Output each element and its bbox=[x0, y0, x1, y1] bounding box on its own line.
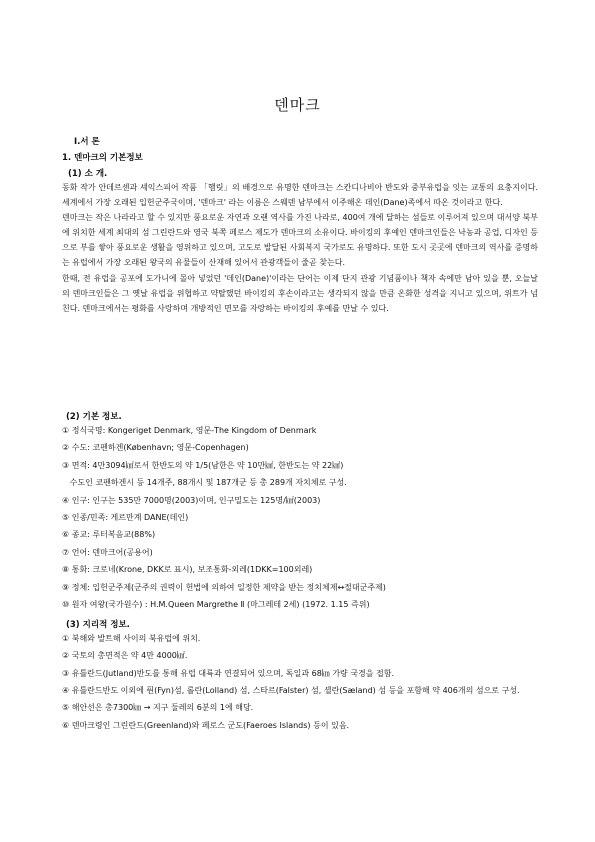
geographic-info-list bbox=[62, 630, 542, 734]
list-item: ⑤ 해안선은 총7300㎞ → 지구 둘레의 6분의 1에 해당. bbox=[62, 703, 254, 713]
list-item: 수도인 코펜하겐시 등 14개주, 88개시 및 187개군 등 총 289개 자치체로 구성. bbox=[62, 478, 347, 488]
page-title: 덴마크 bbox=[274, 96, 321, 114]
intro-paragraph: 동화 작가 안데르센과 셰익스피어 작품 「햄릿」의 배경으로 유명한 덴마크는 스칸디나비아 반도와 중부유럽을 잇는 교통의 요충지이다. 세계에서 가장 오래된 입헌군주국이며, '덴마크' 라는 이름은 스웨덴 남부에서 이주해온 데인(Dane)족에서 따온 것이라고 한다. bbox=[62, 183, 538, 208]
list-item: ① 정식국명: Kongeriget Denmark, 영문-The Kingdom of Denmark bbox=[62, 426, 317, 435]
list-item: ① 북해와 발트해 사이의 북유럽에 위치. bbox=[62, 634, 201, 643]
list-item: ④ 인구: 인구는 535만 7000명(2003)이며, 인구밀도는 125명/㎢(2003) bbox=[62, 495, 321, 505]
section-heading-intro: Ⅰ.서 론 bbox=[74, 137, 100, 147]
heading-introduction: (1) 소 개. bbox=[68, 169, 108, 179]
subsection-heading-basic-info: 1. 덴마크의 기본정보 bbox=[62, 153, 143, 163]
intro-paragraph: 한때, 전 유럽을 공포에 도가니에 몰아 넣었던 '데인(Dane)'이라는 단어는 이제 단지 관광 기념품이나 책자 속에만 남아 있을 뿐, 오늘날의 덴마크인들은 그 옛날 유럽을 위협하고 약탈했던 바이킹의 후손이라고는 생각되지 않을 만큼 온화한 성격을 지니고 있으며, 위트가 넘친다. 덴마크에서는 평화를 사랑하며 개방적인 면모를 자랑하는 바이킹의 후예를 만날 수 있다. bbox=[62, 273, 538, 313]
list-item: ⑨ 정체: 입헌군주제(군주의 권력이 헌법에 의하여 일정한 제약을 받는 정치체제↔절대군주제) bbox=[62, 582, 386, 592]
list-item: ⑥ 덴마크령인 그린란드(Greenland)와 페로스 군도(Faeroes Islands) 등이 있음. bbox=[62, 720, 350, 730]
list-item: ⑩ 원자 여왕(국가원수) : H.M.Queen Margrethe Ⅱ (마그레테 2세) (1972. 1.15 즉위) bbox=[62, 599, 370, 609]
heading-basic-info: (2) 기본 정보. bbox=[66, 412, 122, 422]
heading-geographic-info: (3) 지리적 정보. bbox=[66, 620, 130, 630]
list-item: ③ 면적: 4만3094㎢로서 한반도의 약 1/5(남한은 약 10만㎢, 한반도는 약 22㎢) bbox=[62, 460, 344, 470]
introduction-text bbox=[62, 180, 538, 316]
list-item: ⑧ 통화: 크로네(Krone, DKK로 표시), 보조통화-외레(1DKK=100외레) bbox=[62, 565, 313, 575]
list-item: ⑤ 인종/민족: 게르만계 DANE(데인) bbox=[62, 512, 189, 522]
intro-paragraph: 덴마크는 작은 나라라고 할 수 있지만 풍요로운 자연과 오랜 역사를 가진 나라로, 400여 개에 달하는 섬들로 이루어져 있으며 대서양 북부에 위치한 세계 최대의 섬 그린란드와 영국 북쪽 페로스 제도가 덴마크의 소유이다. 바이킹의 후예인 덴마크인들은 낙농과 공업, 디자인 등으로 부를 쌓아 풍요로운 생활을 영위하고 있으며, 고도로 발달된 사회복지 국가로도 유명하다. 또한 도시 곳곳에 덴마크의 역사를 증명하는 유럽에서 가장 오래된 왕국의 유물들이 산재해 있어서 관광객들이 줄곧 찾는다. bbox=[62, 213, 538, 268]
list-item: ② 수도: 코펜하겐(København; 영문-Copenhagen) bbox=[62, 443, 249, 453]
list-item: ③ 유틀란드(Jutland)반도를 통해 유럽 대륙과 연결되어 있으며, 독일과 68㎞ 가량 국경을 접함. bbox=[62, 668, 395, 678]
list-item: ② 국토의 총면적은 약 4만 4000㎢. bbox=[62, 651, 188, 661]
list-item: ⑥ 종교: 루터복음교(88%) bbox=[62, 530, 156, 540]
list-item: ⑦ 언어: 덴마크어(공용어) bbox=[62, 547, 153, 557]
basic-info-list bbox=[62, 422, 542, 613]
list-item: ④ 유틀란드반도 이외에 퓐(Fyn)섬, 롤란(Lolland) 섬, 스타르(Falster) 섬, 셸란(Sæland) 섬 등을 포함해 약 406개의 섬으로 구성. bbox=[62, 686, 520, 696]
